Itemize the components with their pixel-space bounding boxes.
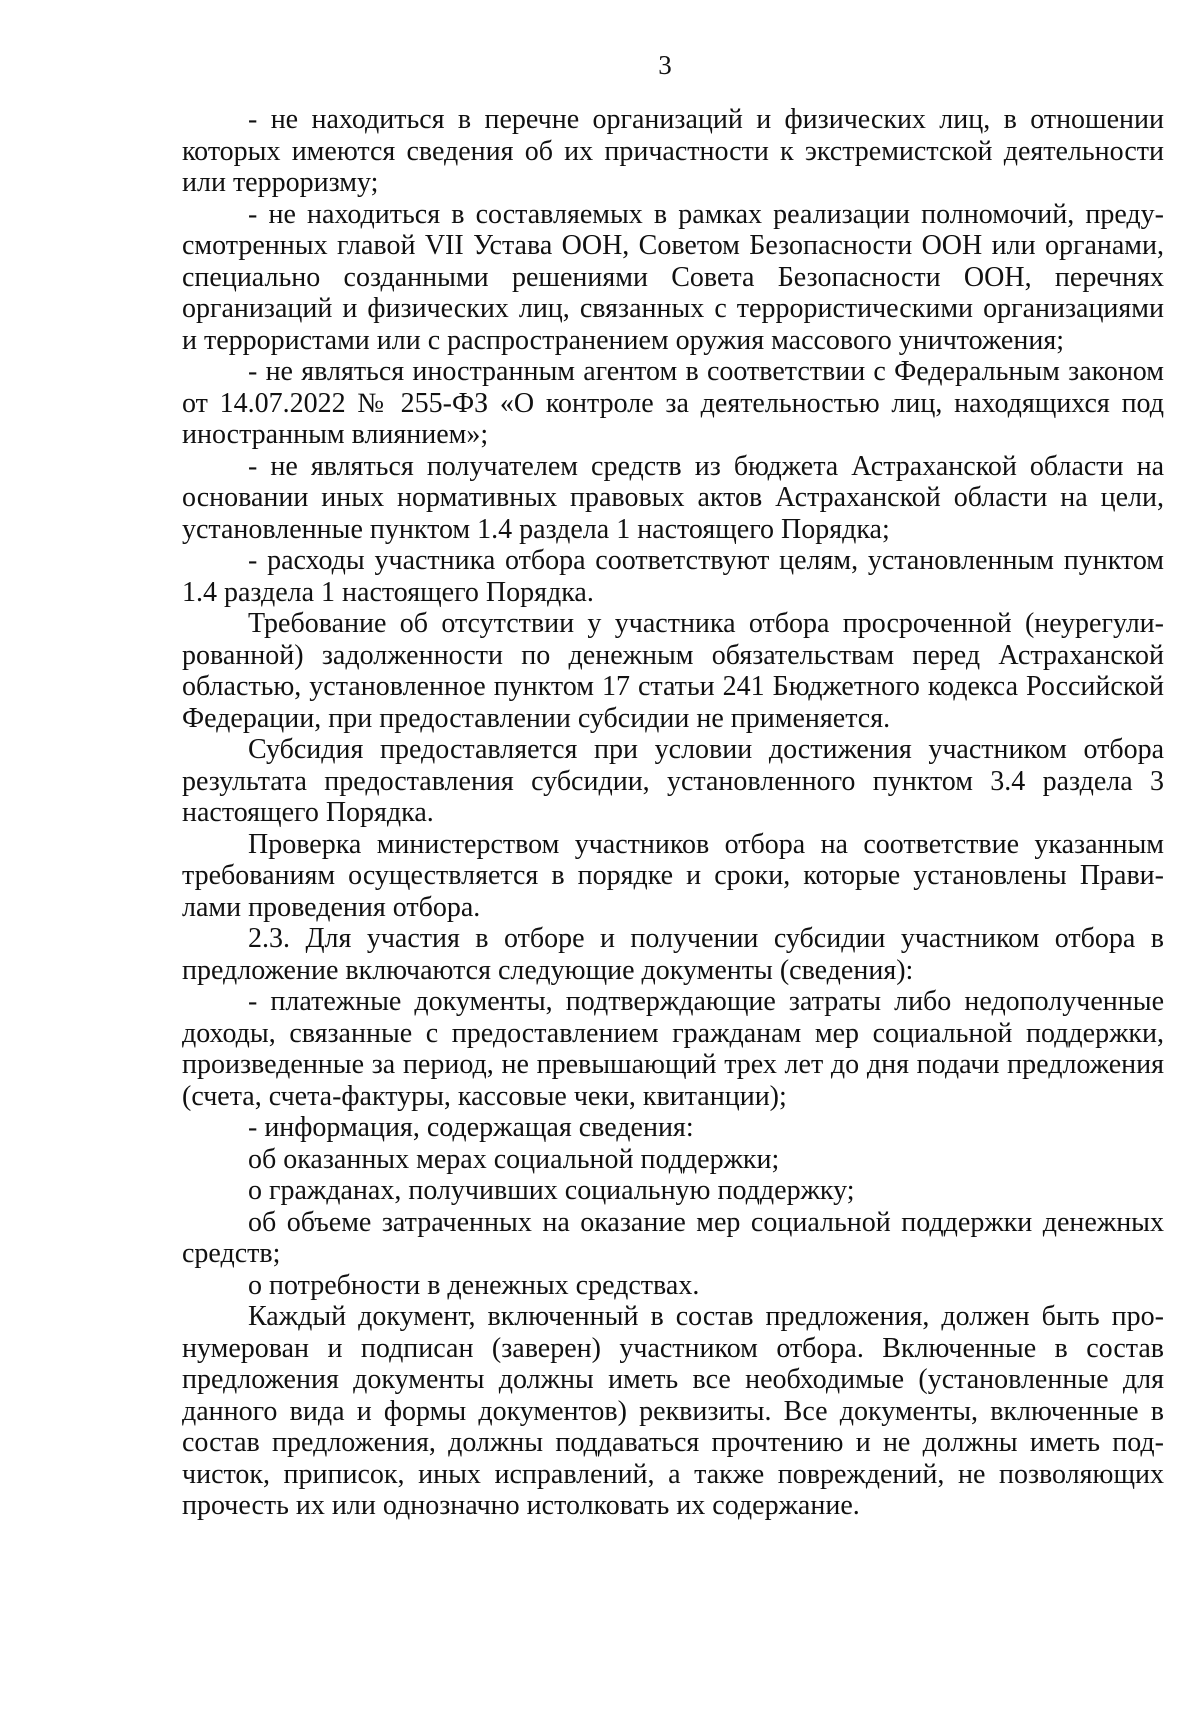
page-number: 3 [658,50,672,80]
paragraph-funds-need: о потребности в денежных средствах. [248,1269,700,1301]
paragraph-subsidy-condition: Субсидия предоставляется при условии достижения участником отбора результата предоставления субсидии, установленного пунктом 3.4 раздела 3 настоящего Порядка. [182,734,1164,828]
paragraph-payment-documents: - платежные документы, подтверждающие затраты либо недополученные доходы, связанные с предоставлением гражданам мер социальной поддержки, произведенные за период, не превышающий трех лет до дня подачи предложения (счета, счета-фактуры, кассовые чеки, квитанции); [182,986,1164,1112]
paragraph-information: - информация, содержащая сведения: [248,1112,694,1143]
paragraph-expenses-goals: - расходы участника отбора соответствуют целям, установленным пунктом 1.4 раздела 1 настоящего Порядка. [182,545,1164,608]
paragraph-support-measures: об оказанных мерах социальной поддержки; [248,1143,780,1175]
paragraph-debt-requirement: Требование об отсутствии у участника отбора просроченной (неурегулированной) задолженности по денежным обязательствам перед Астраханской областью, установленное пунктом 17 статьи 241 Бюджетного кодекса Российской Федерации, при предоставлении субсидии не применяется. [182,608,1164,734]
paragraph-ministry-check: Проверка министерством участников отбора на соответствие указанным требованиям осуществляется в порядке и сроки, которые установлены Правилами проведения отбора. [182,828,1164,923]
paragraph-budget-recipient: - не являться получателем средств из бюджета Астраханской области на основании иных нормативных правовых актов Астраханской области на цели, установленные пунктом 1.4 раздела 1 настоящего Порядка; [182,450,1164,545]
paragraph-document-requirements: Каждый документ, включенный в состав предложения, должен быть пронумерован и подписан (заверен) участником отбора. Включенные в состав предложения документы должны иметь все необходимые (установленные для данного вида и формы документов) реквизиты. Все документы, включенные в состав предложения, должны поддаваться прочтению и не должны иметь подчисток, приписок, иных исправлений, а также повреждений, не позволяющих прочесть их или однозначно истолковать их содержание. [182,1301,1164,1521]
document-body [182,104,1164,1522]
paragraph-foreign-agent: - не являться иностранным агентом в соответствии с Федеральным законом от 14.07.2022 № 255-ФЗ «О контроле за деятельностью лиц, находящихся под иностранным влиянием»; [182,356,1164,450]
paragraph-citizens: о гражданах, получивших социальную поддержку; [248,1175,855,1206]
paragraph-un-sanctions-list: - не находиться в составляемых в рамках реализации полномочий, предусмотренных главой VII Устава ООН, Советом Безопасности ООН или органами, специально созданными решениями Совета Безопасности ООН, перечнях организаций и физических лиц, связанных с террористическими организациями и террористами или с распространением оружия массового уничтожения; [182,198,1164,356]
paragraph-funds-volume: об объеме затраченных на оказание мер социальной поддержки денежных средств; [182,1206,1164,1269]
paragraph-section-2-3: 2.3. Для участия в отборе и получении субсидии участником отбора в предложение включаются следующие документы (сведения): [182,923,1164,986]
paragraph-extremism-list: - не находиться в перечне организаций и физических лиц, в отношении которых имеются сведения об их причастности к экстремистской деятельности или терроризму; [182,104,1164,198]
